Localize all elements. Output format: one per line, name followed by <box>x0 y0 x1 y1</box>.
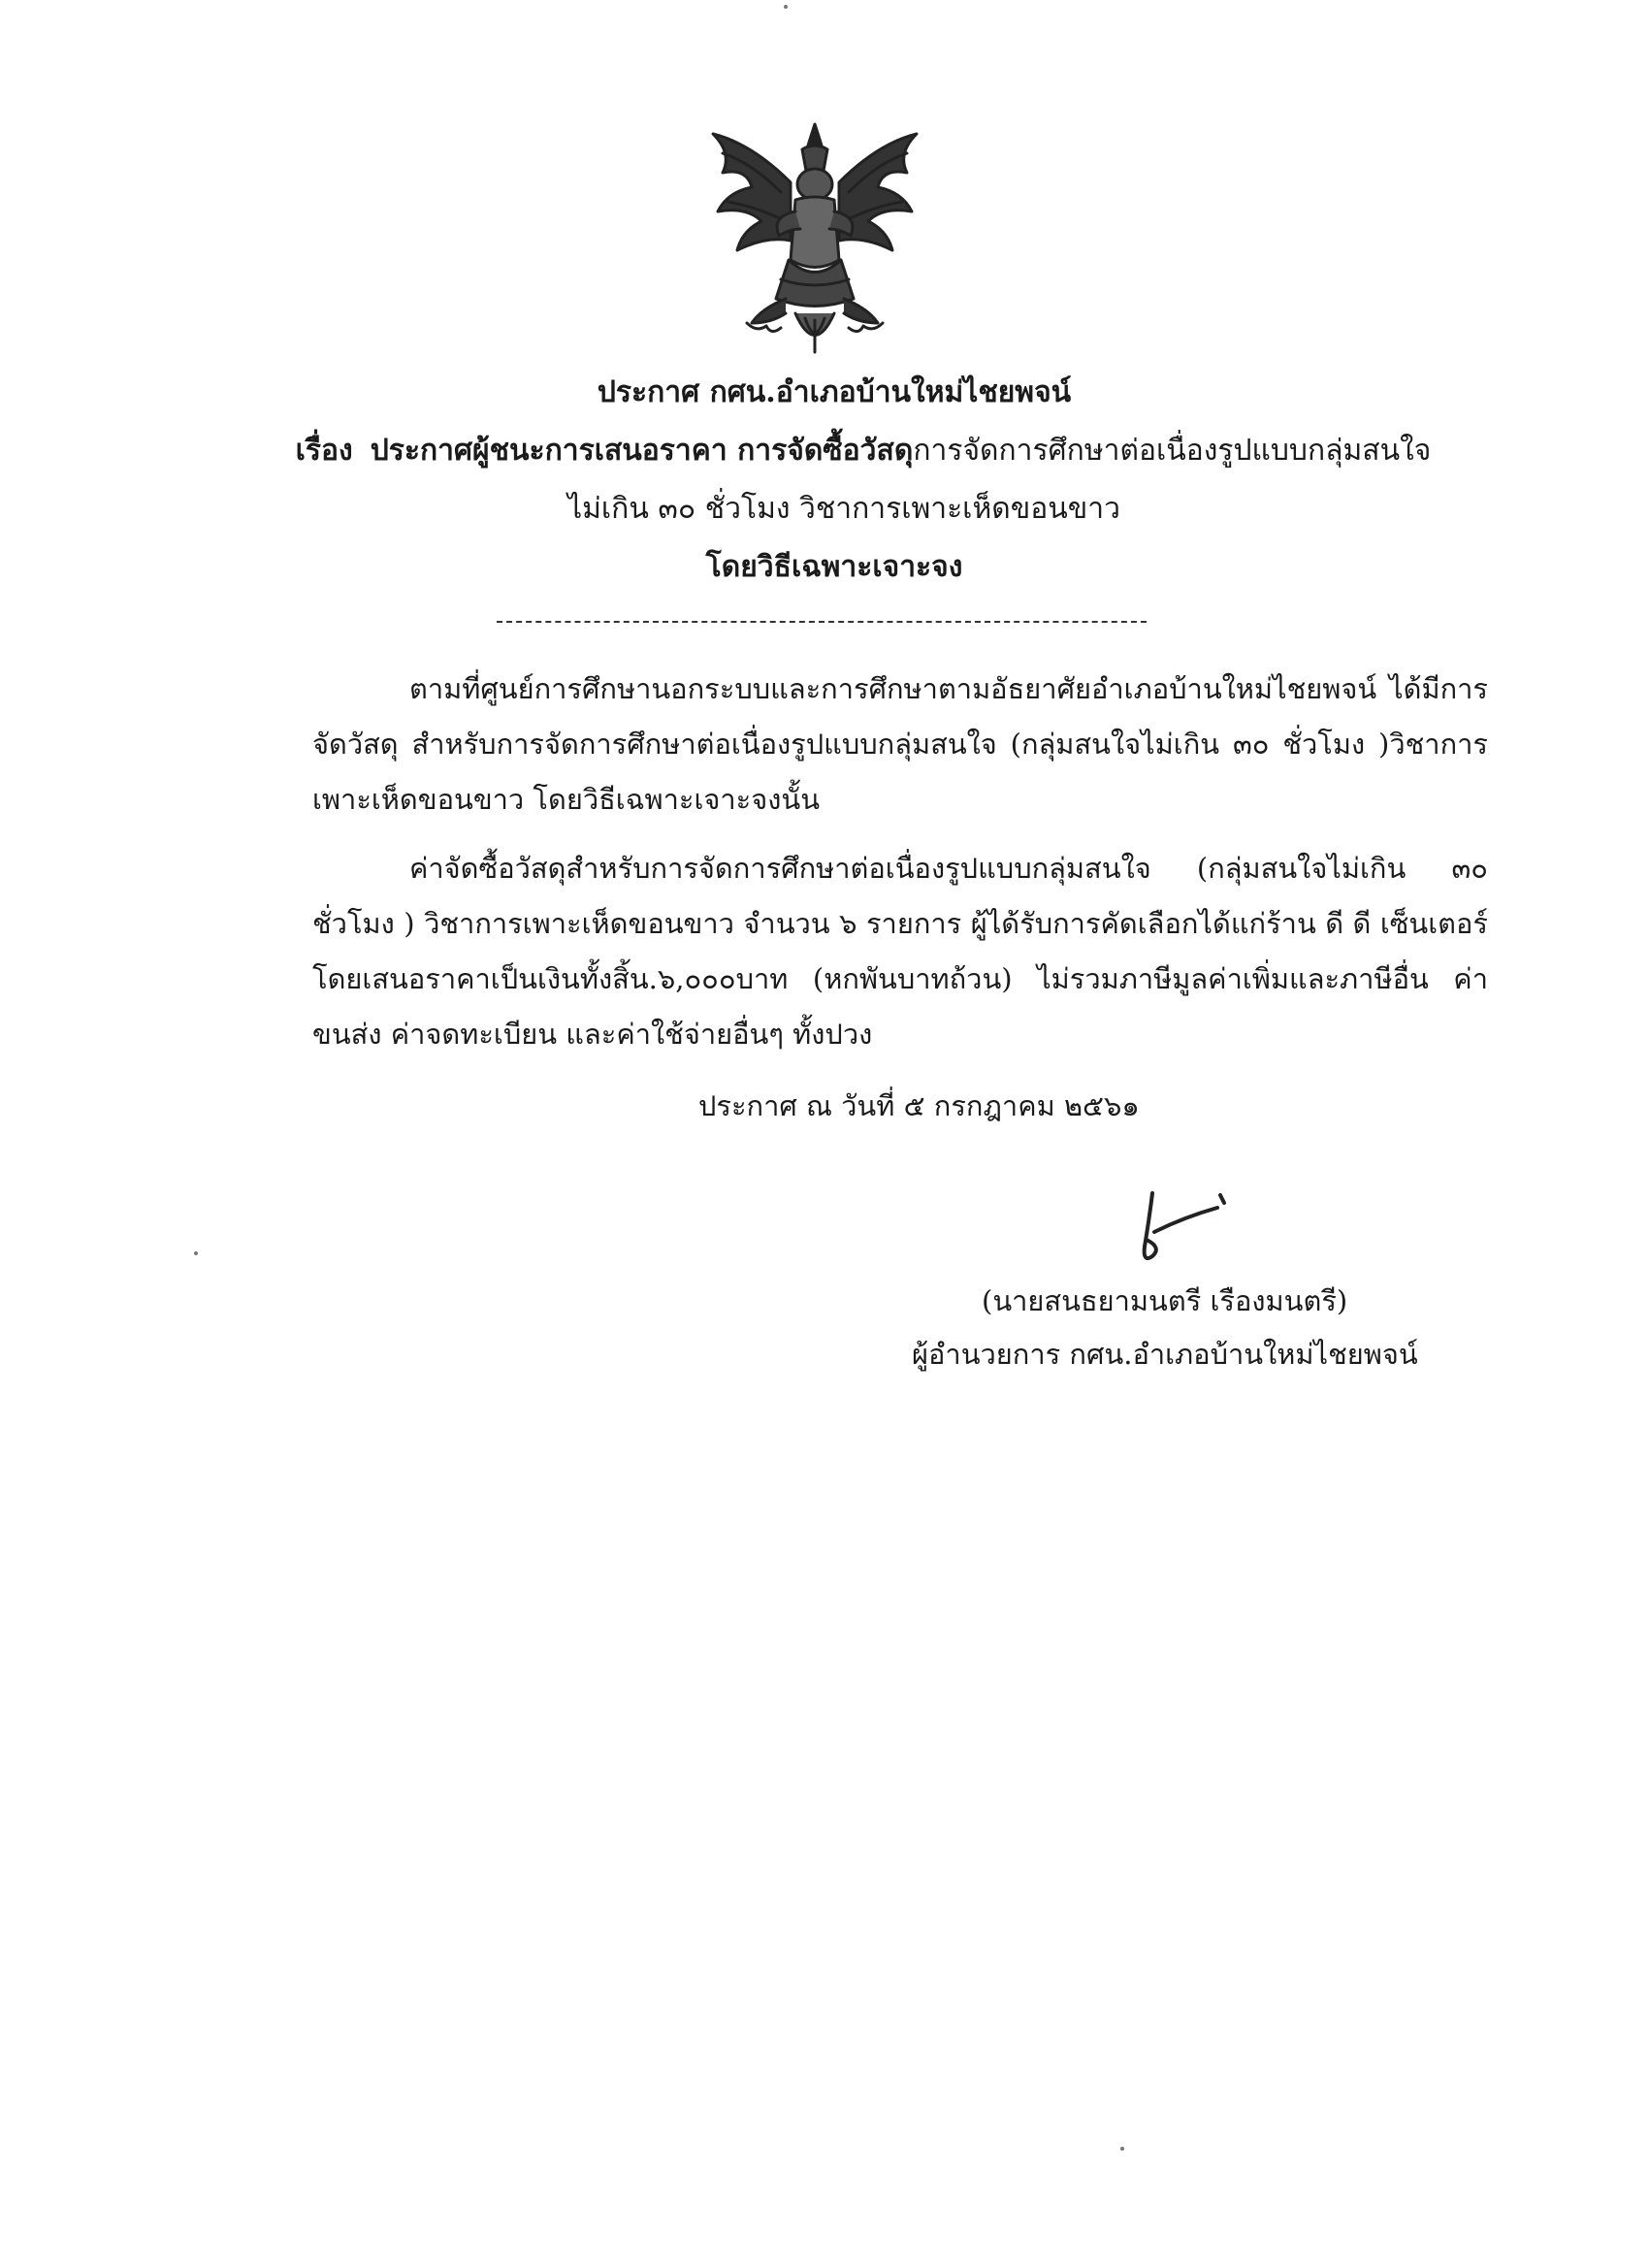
procurement-method: โดยวิธีเฉพาะเจาะจง <box>705 550 963 584</box>
garuda-emblem-icon <box>694 114 936 372</box>
body-paragraph-2 <box>312 841 1488 1062</box>
scan-speck <box>784 5 788 9</box>
subject-rest: การจัดการศึกษาต่อเนื่องรูปแบบกลุ่มสนใจ <box>913 434 1432 468</box>
document-subject <box>39 432 1649 470</box>
announcement-date: ประกาศ ณ วันที่ ๕ กรกฎาคม ๒๕๖๑ <box>698 1089 1140 1122</box>
subject-bold: ประกาศผู้ชนะการเสนอราคา การจัดซื้อวัสดุ <box>370 434 914 468</box>
body-paragraph-1 <box>312 662 1488 827</box>
paragraph-1-text: ตามที่ศูนย์การศึกษานอกระบบและการศึกษาตามอัธยาศัยอำเภอบ้านใหม่ไชยพจน์ ได้มีการจัดวัสดุ สำหรับการจัดการศึกษาต่อเนื่องรูปแบบกลุ่มสนใจ (กลุ่มสนใจไม่เกิน ๓๐ ชั่วโมง )วิชาการเพาะเห็ดขอนขาว โดยวิธีเฉพาะเจาะจงนั้น <box>312 672 1488 816</box>
paragraph-2-text: ค่าจัดซื้อวัสดุสำหรับการจัดการศึกษาต่อเนื่องรูปแบบกลุ่มสนใจ (กลุ่มสนใจไม่เกิน ๓๐ ชั่วโมง ) วิชาการเพาะเห็ดขอนขาว จำนวน ๖ รายการ ผู้ได้รับการคัดเลือกได้แก่ร้าน ดี ดี เซ็นเตอร์ โดยเสนอราคาเป็นเงินทั้งสิ้น.๖,๐๐๐บาท (หกพันบาทถ้วน) ไม่รวมภาษีมูลค่าเพิ่มและภาษีอื่น ค่าขนส่ง ค่าจดทะเบียน และค่าใช้จ่ายอื่นๆ ทั้งปวง <box>312 852 1488 1051</box>
signer-name: (นายสนธยามนตรี เรืองมนตรี) <box>982 1284 1348 1317</box>
subject-label: เรื่อง <box>295 434 353 468</box>
subject-line-2: ไม่เกิน ๓๐ ชั่วโมง วิชาการเพาะเห็ดขอนขาว <box>567 492 1120 526</box>
scan-speck <box>1120 2147 1124 2151</box>
divider-rule <box>497 621 1147 623</box>
document-title: ประกาศ กศน.อำเภอบ้านใหม่ไชยพจน์ <box>597 375 1072 409</box>
scan-speck <box>194 1251 198 1255</box>
signature-icon <box>1106 1174 1251 1280</box>
signer-position: ผู้อำนวยการ กศน.อำเภอบ้านใหม่ไชยพจน์ <box>912 1338 1418 1371</box>
